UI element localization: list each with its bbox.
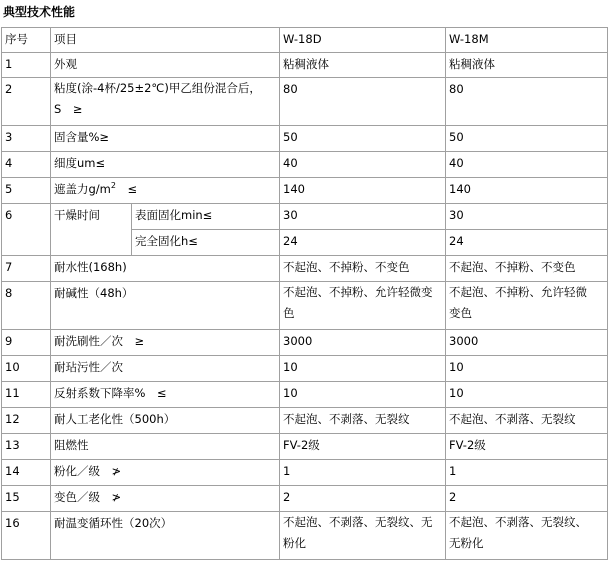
spec-table — [1, 27, 608, 560]
row-value-w18d: 粘稠液体 — [280, 53, 446, 78]
table-row — [2, 53, 608, 78]
row-item: 干燥时间 — [51, 204, 132, 256]
document-title: 典型技术性能 — [3, 5, 76, 19]
table-row — [2, 282, 608, 330]
row-item: 耐玷污性／次 — [51, 356, 280, 382]
table-row — [2, 256, 608, 282]
row-item: 粉化／级 ≯ — [51, 460, 280, 486]
row-value-w18m: 3000 — [446, 330, 608, 356]
row-item: 反射系数下降率% ≤ — [51, 382, 280, 408]
row-value-w18d: 3000 — [280, 330, 446, 356]
row-item: 耐水性(168h) — [51, 256, 280, 282]
row-item-text: ≤ — [115, 182, 138, 196]
row-value-w18m: 1 — [446, 460, 608, 486]
row-value-line: 不起泡、不掉粉、允许轻微变 — [283, 285, 433, 299]
row-value-line: 不起泡、不剥落、无裂纹、无 — [283, 515, 433, 529]
row-subitem: 完全固化h≤ — [132, 230, 280, 256]
row-value-w18m: 粘稠液体 — [446, 53, 608, 78]
row-value-w18m: 10 — [446, 382, 608, 408]
table-row — [2, 330, 608, 356]
row-value-w18d — [280, 512, 446, 560]
table-row — [2, 486, 608, 512]
row-subitem: 表面固化min≤ — [132, 204, 280, 230]
row-value-w18m: 50 — [446, 126, 608, 152]
row-item — [51, 78, 280, 126]
row-item-line: 粘度(涂-4杯/25±2℃)甲乙组份混合后， — [54, 81, 261, 95]
row-value-w18d: 40 — [280, 152, 446, 178]
row-no: 9 — [2, 330, 51, 356]
row-item: 外观 — [51, 53, 280, 78]
row-no: 13 — [2, 434, 51, 460]
row-value-line: 变色 — [449, 306, 472, 320]
row-value-w18m: 24 — [446, 230, 608, 256]
row-item: 变色／级 ≯ — [51, 486, 280, 512]
row-item: 固含量%≥ — [51, 126, 280, 152]
table-row — [2, 204, 608, 230]
row-no: 8 — [2, 282, 51, 330]
row-value-line: 不起泡、不掉粉、允许轻微 — [449, 285, 587, 299]
header-no: 序号 — [2, 28, 51, 53]
row-no: 16 — [2, 512, 51, 560]
row-value-w18d: 2 — [280, 486, 446, 512]
row-value-w18m — [446, 282, 608, 330]
table-row — [2, 356, 608, 382]
row-item: 耐洗刷性／次 ≥ — [51, 330, 280, 356]
table-header-row — [2, 28, 608, 53]
row-no: 1 — [2, 53, 51, 78]
row-no: 12 — [2, 408, 51, 434]
row-value-w18d: 24 — [280, 230, 446, 256]
row-value-w18m: 2 — [446, 486, 608, 512]
row-no: 4 — [2, 152, 51, 178]
table-row — [2, 382, 608, 408]
row-no: 6 — [2, 204, 51, 256]
row-no: 5 — [2, 178, 51, 204]
header-item: 项目 — [51, 28, 280, 53]
row-value-w18d: 10 — [280, 382, 446, 408]
row-no: 7 — [2, 256, 51, 282]
row-no: 14 — [2, 460, 51, 486]
row-value-w18d: 不起泡、不剥落、无裂纹 — [280, 408, 446, 434]
row-value-w18m: 140 — [446, 178, 608, 204]
row-no: 11 — [2, 382, 51, 408]
table-row — [2, 460, 608, 486]
row-value-w18d — [280, 282, 446, 330]
row-item-text: 遮盖力g/m — [54, 182, 111, 196]
row-value-w18m: 10 — [446, 356, 608, 382]
row-value-line: 色 — [283, 306, 295, 320]
table-row — [2, 408, 608, 434]
table-row — [2, 126, 608, 152]
table-row — [2, 178, 608, 204]
row-no: 15 — [2, 486, 51, 512]
table-row — [2, 512, 608, 560]
header-w18d: W-18D — [280, 28, 446, 53]
table-row — [2, 152, 608, 178]
row-value-w18d: 1 — [280, 460, 446, 486]
row-value-w18m: 不起泡、不剥落、无裂纹 — [446, 408, 608, 434]
row-value-w18d: 30 — [280, 204, 446, 230]
row-value-w18d: FV-2级 — [280, 434, 446, 460]
row-value-w18d: 50 — [280, 126, 446, 152]
row-value-w18d: 不起泡、不掉粉、不变色 — [280, 256, 446, 282]
row-item: 耐温变循环性（20次） — [51, 512, 280, 560]
row-value-w18d: 10 — [280, 356, 446, 382]
row-value-w18m — [446, 512, 608, 560]
row-value-w18d: 140 — [280, 178, 446, 204]
row-item-line: S ≥ — [54, 102, 83, 116]
row-value-w18m: 40 — [446, 152, 608, 178]
row-no: 10 — [2, 356, 51, 382]
row-item: 耐碱性（48h） — [51, 282, 280, 330]
table-row — [2, 78, 608, 126]
row-value-line: 无粉化 — [449, 536, 484, 550]
table-row — [2, 434, 608, 460]
header-w18m: W-18M — [446, 28, 608, 53]
row-item-superscript: 2 — [110, 181, 116, 191]
row-value-w18m: 80 — [446, 78, 608, 126]
row-value-line: 粉化 — [283, 536, 306, 550]
row-value-w18m: 不起泡、不掉粉、不变色 — [446, 256, 608, 282]
row-no: 2 — [2, 78, 51, 126]
row-item: 耐人工老化性（500h） — [51, 408, 280, 434]
row-value-w18d: 80 — [280, 78, 446, 126]
row-item: 细度um≤ — [51, 152, 280, 178]
row-value-w18m: 30 — [446, 204, 608, 230]
row-value-line: 不起泡、不剥落、无裂纹、 — [449, 515, 587, 529]
row-item: 阻燃性 — [51, 434, 280, 460]
row-item — [51, 178, 280, 204]
row-value-w18m: FV-2级 — [446, 434, 608, 460]
row-no: 3 — [2, 126, 51, 152]
